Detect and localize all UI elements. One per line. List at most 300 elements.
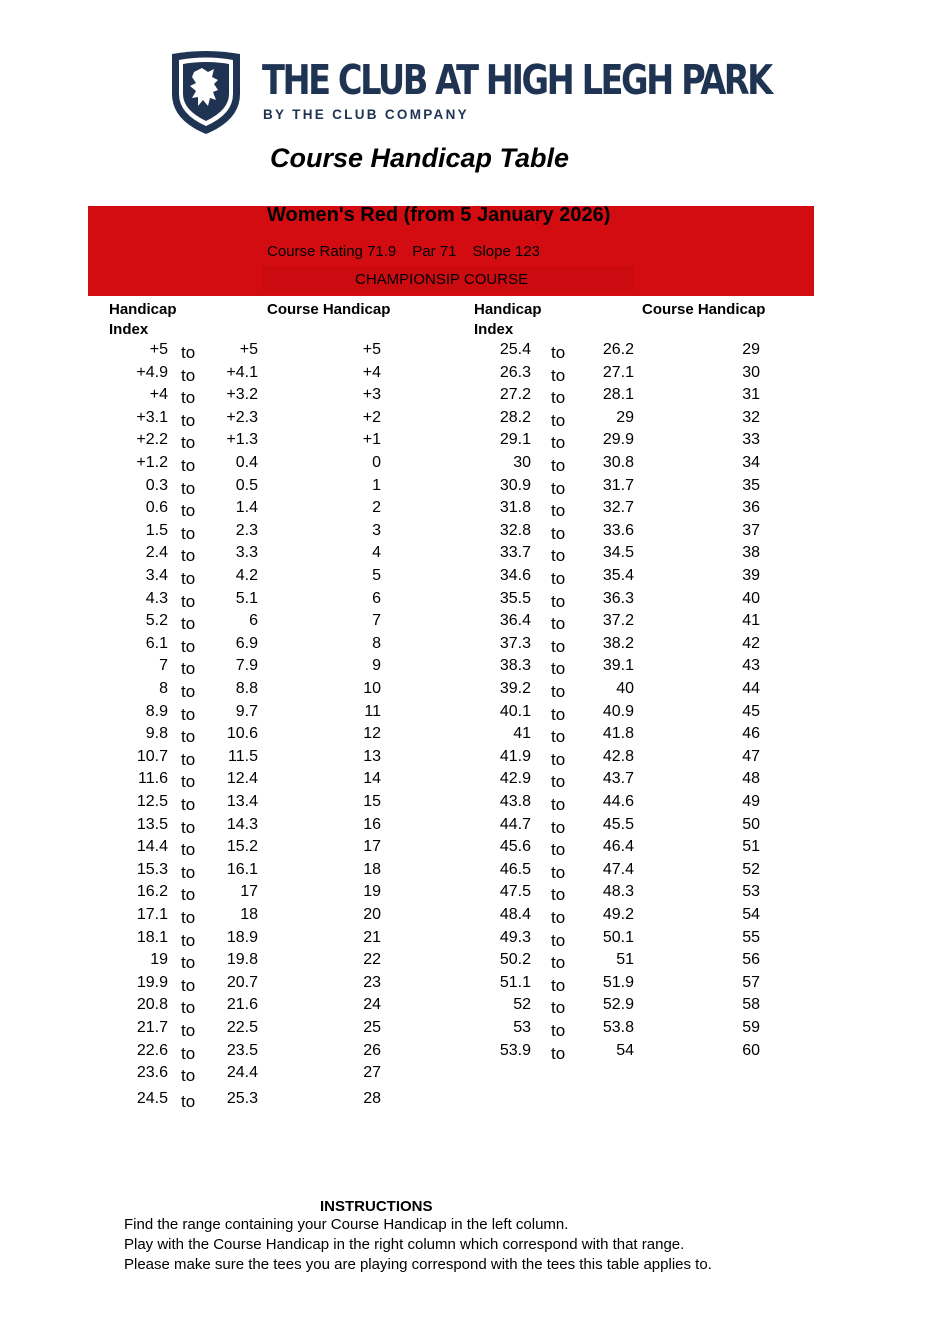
index-to: 37.2	[602, 612, 634, 630]
course-handicap: 57	[742, 973, 760, 991]
course-handicap: +2	[362, 408, 381, 426]
index-from: 41	[513, 725, 531, 743]
right-handicap-index-header	[474, 300, 542, 340]
course-name: CHAMPIONSIP COURSE	[355, 271, 529, 288]
course-handicap: 14	[363, 770, 381, 788]
course-handicap: 39	[742, 567, 760, 584]
table-row	[0, 748, 940, 770]
range-separator: to	[551, 591, 566, 611]
instruction-line: Please make sure the tees you are playing correspond with the tees this table applies to.	[124, 1256, 712, 1273]
range-separator: to	[551, 908, 566, 927]
table-row	[0, 951, 940, 973]
range-separator: to	[551, 885, 566, 905]
index-to: +4.1	[226, 363, 258, 381]
index-from: 16.2	[136, 883, 168, 901]
range-separator: to	[181, 523, 196, 543]
course-handicap: 18	[363, 860, 381, 878]
right-course-handicap-header: Course Handicap	[642, 301, 766, 318]
index-to: 29	[616, 408, 634, 426]
index-to: 53.8	[602, 1019, 634, 1036]
range-separator: to	[181, 817, 196, 837]
index-from: 19.9	[136, 973, 168, 991]
table-row	[0, 364, 940, 386]
range-separator: to	[551, 636, 566, 656]
index-to: 8.8	[235, 680, 258, 697]
index-to: 11.5	[228, 747, 258, 765]
index-from: 41.9	[499, 747, 531, 765]
table-row	[0, 996, 940, 1018]
index-from: 46.5	[499, 860, 531, 878]
range-separator: to	[551, 365, 566, 385]
instruction-line: Play with the Course Handicap in the right column which correspond with that range.	[124, 1236, 685, 1253]
table-row	[0, 816, 940, 838]
table-row	[0, 341, 940, 363]
range-separator: to	[181, 885, 196, 905]
range-separator: to	[181, 433, 196, 453]
index-to: 12.4	[226, 770, 258, 788]
index-to: 45.5	[602, 815, 634, 833]
index-from: +4	[149, 386, 168, 404]
course-handicap: 10	[363, 680, 381, 697]
index-to: 51.9	[602, 973, 634, 991]
course-handicap: 49	[742, 793, 760, 810]
index-to: 1.4	[235, 499, 258, 517]
range-separator: to	[551, 975, 566, 995]
course-handicap: 4	[372, 544, 381, 562]
range-separator: to	[551, 478, 566, 498]
index-from: 33.7	[499, 544, 531, 562]
range-separator: to	[551, 1021, 566, 1040]
table-row	[0, 431, 940, 453]
index-from: 13.5	[136, 815, 168, 833]
course-handicap: 40	[742, 589, 760, 607]
index-from: 12.5	[136, 793, 168, 810]
index-from: 34.6	[499, 567, 531, 584]
index-to: 35.4	[602, 567, 634, 584]
course-handicap: 25	[363, 1019, 381, 1036]
course-handicap: 7	[372, 612, 381, 630]
index-from: 31.8	[499, 499, 531, 517]
index-from: 23.6	[136, 1064, 168, 1082]
course-handicap: 23	[363, 973, 381, 991]
range-separator: to	[551, 433, 566, 453]
range-separator: to	[181, 908, 196, 927]
table-row	[0, 544, 940, 566]
tee-title: Women's Red (from 5 January 2026)	[267, 204, 611, 226]
index-to: 15.2	[226, 838, 258, 856]
index-to: 6	[249, 612, 258, 630]
course-handicap: 42	[742, 634, 760, 652]
instructions-title: INSTRUCTIONS	[320, 1198, 433, 1215]
index-to: 29.9	[602, 431, 634, 449]
range-separator: to	[551, 772, 566, 792]
range-separator: to	[181, 659, 196, 679]
index-to: 5.1	[235, 589, 258, 607]
range-separator: to	[181, 591, 196, 611]
index-from: 44.7	[499, 815, 531, 833]
table-row	[0, 929, 940, 951]
range-separator: to	[181, 636, 196, 656]
range-separator: to	[181, 614, 196, 634]
index-to: 52.9	[602, 996, 634, 1014]
course-handicap: 29	[742, 341, 760, 358]
index-to: 25.3	[226, 1089, 258, 1107]
table-row	[0, 680, 940, 702]
course-rating-line	[267, 243, 556, 260]
course-handicap: 36	[742, 499, 760, 517]
index-to: 0.5	[235, 476, 258, 494]
course-handicap: 34	[742, 454, 760, 471]
table-row	[0, 861, 940, 883]
index-to: 22.5	[226, 1019, 258, 1036]
index-from: 35.5	[499, 589, 531, 607]
index-from: 4.3	[145, 589, 168, 607]
index-to: +5	[239, 341, 258, 358]
range-separator: to	[181, 862, 196, 882]
index-from: 36.4	[499, 612, 531, 630]
course-handicap: 12	[363, 725, 381, 743]
range-separator: to	[551, 1043, 566, 1063]
index-from: 38.3	[499, 657, 531, 675]
course-handicap: 31	[742, 386, 760, 404]
table-row	[0, 1019, 940, 1041]
range-separator: to	[181, 682, 196, 701]
index-from: 53.9	[499, 1041, 531, 1059]
index-to: 27.1	[602, 363, 634, 381]
table-row	[0, 770, 940, 792]
par-value: Par 71	[412, 243, 457, 260]
table-row	[0, 635, 940, 657]
page-title: Course Handicap Table	[270, 143, 570, 173]
index-to: 14.3	[226, 815, 258, 833]
index-to: 18	[240, 906, 258, 923]
index-to: 20.7	[226, 973, 258, 991]
course-handicap: 27	[363, 1064, 381, 1082]
range-separator: to	[181, 953, 196, 973]
index-from: 0.3	[145, 476, 168, 494]
range-separator: to	[551, 501, 566, 521]
course-rating: Course Rating 71.9	[267, 243, 397, 260]
course-handicap: +4	[362, 363, 381, 381]
index-to: 21.6	[226, 996, 258, 1014]
course-handicap: 41	[742, 612, 760, 630]
table-row	[0, 883, 940, 905]
table-row	[0, 1090, 940, 1112]
course-handicap: 38	[742, 544, 760, 562]
range-separator: to	[551, 727, 566, 747]
index-from: 47.5	[499, 883, 531, 901]
instruction-line: Find the range containing your Course Handicap in the left column.	[124, 1216, 569, 1233]
index-to: 24.4	[226, 1064, 258, 1082]
range-separator: to	[551, 682, 566, 701]
index-from: 28.2	[499, 408, 531, 426]
table-row	[0, 567, 940, 589]
index-to: 26.2	[602, 341, 634, 358]
range-separator: to	[181, 546, 196, 566]
range-separator: to	[551, 410, 566, 430]
range-separator: to	[551, 569, 566, 588]
index-to: 43.7	[602, 770, 634, 788]
header-line-1: Handicap	[474, 301, 542, 318]
table-row	[0, 612, 940, 634]
range-separator: to	[181, 569, 196, 588]
range-separator: to	[181, 410, 196, 430]
course-handicap: 8	[372, 634, 381, 652]
range-separator: to	[551, 930, 566, 950]
course-handicap: +3	[362, 386, 381, 404]
index-from: 51.1	[499, 973, 531, 991]
table-row	[0, 590, 940, 612]
index-from: 40.1	[499, 702, 531, 720]
table-row	[0, 657, 940, 679]
range-separator: to	[181, 998, 196, 1018]
index-from: 0.6	[145, 499, 168, 517]
course-handicap: 37	[742, 521, 760, 539]
header-line-1: Handicap	[109, 301, 177, 318]
course-handicap: 0	[372, 454, 381, 471]
index-to: 18.9	[226, 928, 258, 946]
left-course-handicap-header: Course Handicap	[267, 301, 391, 318]
index-to: 13.4	[226, 793, 258, 810]
course-handicap: 46	[742, 725, 760, 743]
table-row	[0, 906, 940, 928]
range-separator: to	[551, 659, 566, 679]
club-name: THE CLUB AT HIGH LEGH PARK	[262, 56, 771, 104]
range-separator: to	[551, 998, 566, 1018]
course-handicap: 1	[372, 476, 381, 494]
index-to: 3.3	[235, 544, 258, 562]
range-separator: to	[181, 365, 196, 385]
table-row	[0, 838, 940, 860]
index-from: 9.8	[145, 725, 168, 743]
course-handicap: 51	[742, 838, 760, 856]
course-handicap: 53	[742, 883, 760, 901]
index-to: 40.9	[602, 702, 634, 720]
index-from: 32.8	[499, 521, 531, 539]
index-to: 17	[240, 883, 258, 901]
left-handicap-index-header	[109, 300, 177, 340]
course-handicap: 19	[363, 883, 381, 901]
index-from: 3.4	[145, 567, 168, 584]
index-from: 21.7	[136, 1019, 168, 1036]
table-row	[0, 793, 940, 815]
index-to: 39.1	[602, 657, 634, 675]
course-handicap: 33	[742, 431, 760, 449]
table-row	[0, 522, 940, 544]
index-to: 31.7	[602, 476, 634, 494]
index-from: 30.9	[499, 476, 531, 494]
range-separator: to	[181, 795, 196, 814]
table-row	[0, 974, 940, 996]
index-to: 47.4	[602, 860, 634, 878]
index-from: +2.2	[136, 431, 168, 449]
index-from: +3.1	[136, 408, 168, 426]
index-from: 45.6	[499, 838, 531, 856]
index-to: 49.2	[602, 906, 634, 923]
course-handicap: 58	[742, 996, 760, 1014]
index-to: 44.6	[602, 793, 634, 810]
range-separator: to	[181, 1043, 196, 1063]
range-separator: to	[181, 1066, 196, 1086]
index-to: 48.3	[602, 883, 634, 901]
index-from: 5.2	[145, 612, 168, 630]
index-to: 28.1	[602, 386, 634, 404]
index-from: +1.2	[136, 454, 168, 471]
table-row	[0, 409, 940, 431]
range-separator: to	[181, 930, 196, 950]
course-handicap: 15	[363, 793, 381, 810]
course-handicap: 56	[742, 951, 760, 969]
range-separator: to	[181, 704, 196, 724]
course-handicap: 20	[363, 906, 381, 923]
index-from: 18.1	[136, 928, 168, 946]
course-handicap: 47	[742, 747, 760, 765]
course-handicap: 32	[742, 408, 760, 426]
index-from: +4.9	[136, 363, 168, 381]
course-handicap: +5	[362, 341, 381, 358]
range-separator: to	[181, 727, 196, 747]
range-separator: to	[181, 343, 196, 362]
course-handicap: 44	[742, 680, 760, 697]
range-separator: to	[551, 614, 566, 634]
range-separator: to	[551, 795, 566, 814]
course-handicap: 6	[372, 589, 381, 607]
course-handicap: 16	[363, 815, 381, 833]
index-from: 8.9	[145, 702, 168, 720]
course-handicap: 17	[363, 838, 381, 856]
club-subtitle: BY THE CLUB COMPANY	[263, 107, 469, 122]
range-separator: to	[551, 953, 566, 973]
index-to: +2.3	[226, 408, 258, 426]
index-from: 7	[159, 657, 168, 675]
index-from: 14.4	[136, 838, 168, 856]
index-to: 41.8	[602, 725, 634, 743]
range-separator: to	[551, 546, 566, 566]
table-row	[0, 725, 940, 747]
index-from: 19	[150, 951, 168, 969]
course-handicap: 45	[742, 702, 760, 720]
course-handicap: 43	[742, 657, 760, 675]
range-separator: to	[181, 456, 196, 475]
index-to: 7.9	[235, 657, 258, 675]
course-handicap: 30	[742, 363, 760, 381]
index-to: 23.5	[226, 1041, 258, 1059]
index-to: 6.9	[235, 634, 258, 652]
table-row	[0, 499, 940, 521]
index-to: 36.3	[602, 589, 634, 607]
index-from: 43.8	[499, 793, 531, 810]
index-to: +1.3	[226, 431, 258, 449]
course-handicap: 26	[363, 1041, 381, 1059]
course-handicap: 60	[742, 1041, 760, 1059]
index-to: 4.2	[235, 567, 258, 584]
index-to: 2.3	[235, 521, 258, 539]
index-to: 42.8	[602, 747, 634, 765]
range-separator: to	[181, 840, 196, 860]
table-row	[0, 477, 940, 499]
index-to: 9.7	[235, 702, 258, 720]
course-handicap: 21	[363, 928, 381, 946]
index-to: 34.5	[602, 544, 634, 562]
range-separator: to	[181, 749, 196, 769]
index-to: 33.6	[602, 521, 634, 539]
course-handicap: 55	[742, 928, 760, 946]
course-handicap: +1	[362, 431, 381, 449]
index-from: 48.4	[499, 906, 531, 923]
range-separator: to	[551, 343, 566, 362]
index-from: 39.2	[499, 680, 531, 697]
range-separator: to	[181, 478, 196, 498]
index-to: +3.2	[226, 386, 258, 404]
index-from: 52	[513, 996, 531, 1014]
range-separator: to	[551, 456, 566, 475]
course-handicap: 35	[742, 476, 760, 494]
club-logo-icon	[168, 50, 244, 136]
index-from: 10.7	[136, 747, 168, 765]
index-to: 10.6	[226, 725, 258, 743]
table-row	[0, 703, 940, 725]
index-from: 15.3	[136, 860, 168, 878]
course-handicap: 3	[372, 521, 381, 539]
course-handicap: 52	[742, 860, 760, 878]
range-separator: to	[181, 1091, 196, 1111]
table-row	[0, 1042, 940, 1064]
course-handicap: 59	[742, 1019, 760, 1036]
index-to: 38.2	[602, 634, 634, 652]
index-to: 30.8	[602, 454, 634, 471]
header-line-2: Index	[474, 321, 514, 338]
index-from: 8	[159, 680, 168, 697]
range-separator: to	[551, 840, 566, 860]
course-handicap: 9	[372, 657, 381, 675]
index-from: 30	[513, 454, 531, 471]
range-separator: to	[181, 388, 196, 408]
course-handicap: 22	[363, 951, 381, 969]
index-to: 50.1	[602, 928, 634, 946]
table-row	[0, 1064, 940, 1086]
range-separator: to	[551, 749, 566, 769]
index-from: 53	[513, 1019, 531, 1036]
course-handicap: 5	[372, 567, 381, 584]
range-separator: to	[551, 704, 566, 724]
course-handicap: 28	[363, 1089, 381, 1107]
course-handicap: 2	[372, 499, 381, 517]
index-from: 20.8	[136, 996, 168, 1014]
index-from: 25.4	[499, 341, 531, 358]
index-from: 11.6	[138, 770, 168, 788]
header-line-2: Index	[109, 321, 149, 338]
index-to: 19.8	[226, 951, 258, 969]
index-to: 0.4	[235, 454, 258, 471]
range-separator: to	[551, 388, 566, 408]
range-separator: to	[181, 772, 196, 792]
course-handicap: 50	[742, 815, 760, 833]
range-separator: to	[181, 501, 196, 521]
index-from: 37.3	[499, 634, 531, 652]
index-from: 29.1	[499, 431, 531, 449]
index-from: 2.4	[145, 544, 168, 562]
index-to: 46.4	[602, 838, 634, 856]
index-from: 27.2	[499, 386, 531, 404]
course-handicap: 54	[742, 906, 760, 923]
index-from: 26.3	[499, 363, 531, 381]
index-to: 54	[616, 1041, 634, 1059]
index-from: 6.1	[145, 634, 168, 652]
index-to: 51	[616, 951, 634, 969]
index-from: 22.6	[136, 1041, 168, 1059]
range-separator: to	[551, 862, 566, 882]
course-handicap: 11	[364, 702, 381, 720]
